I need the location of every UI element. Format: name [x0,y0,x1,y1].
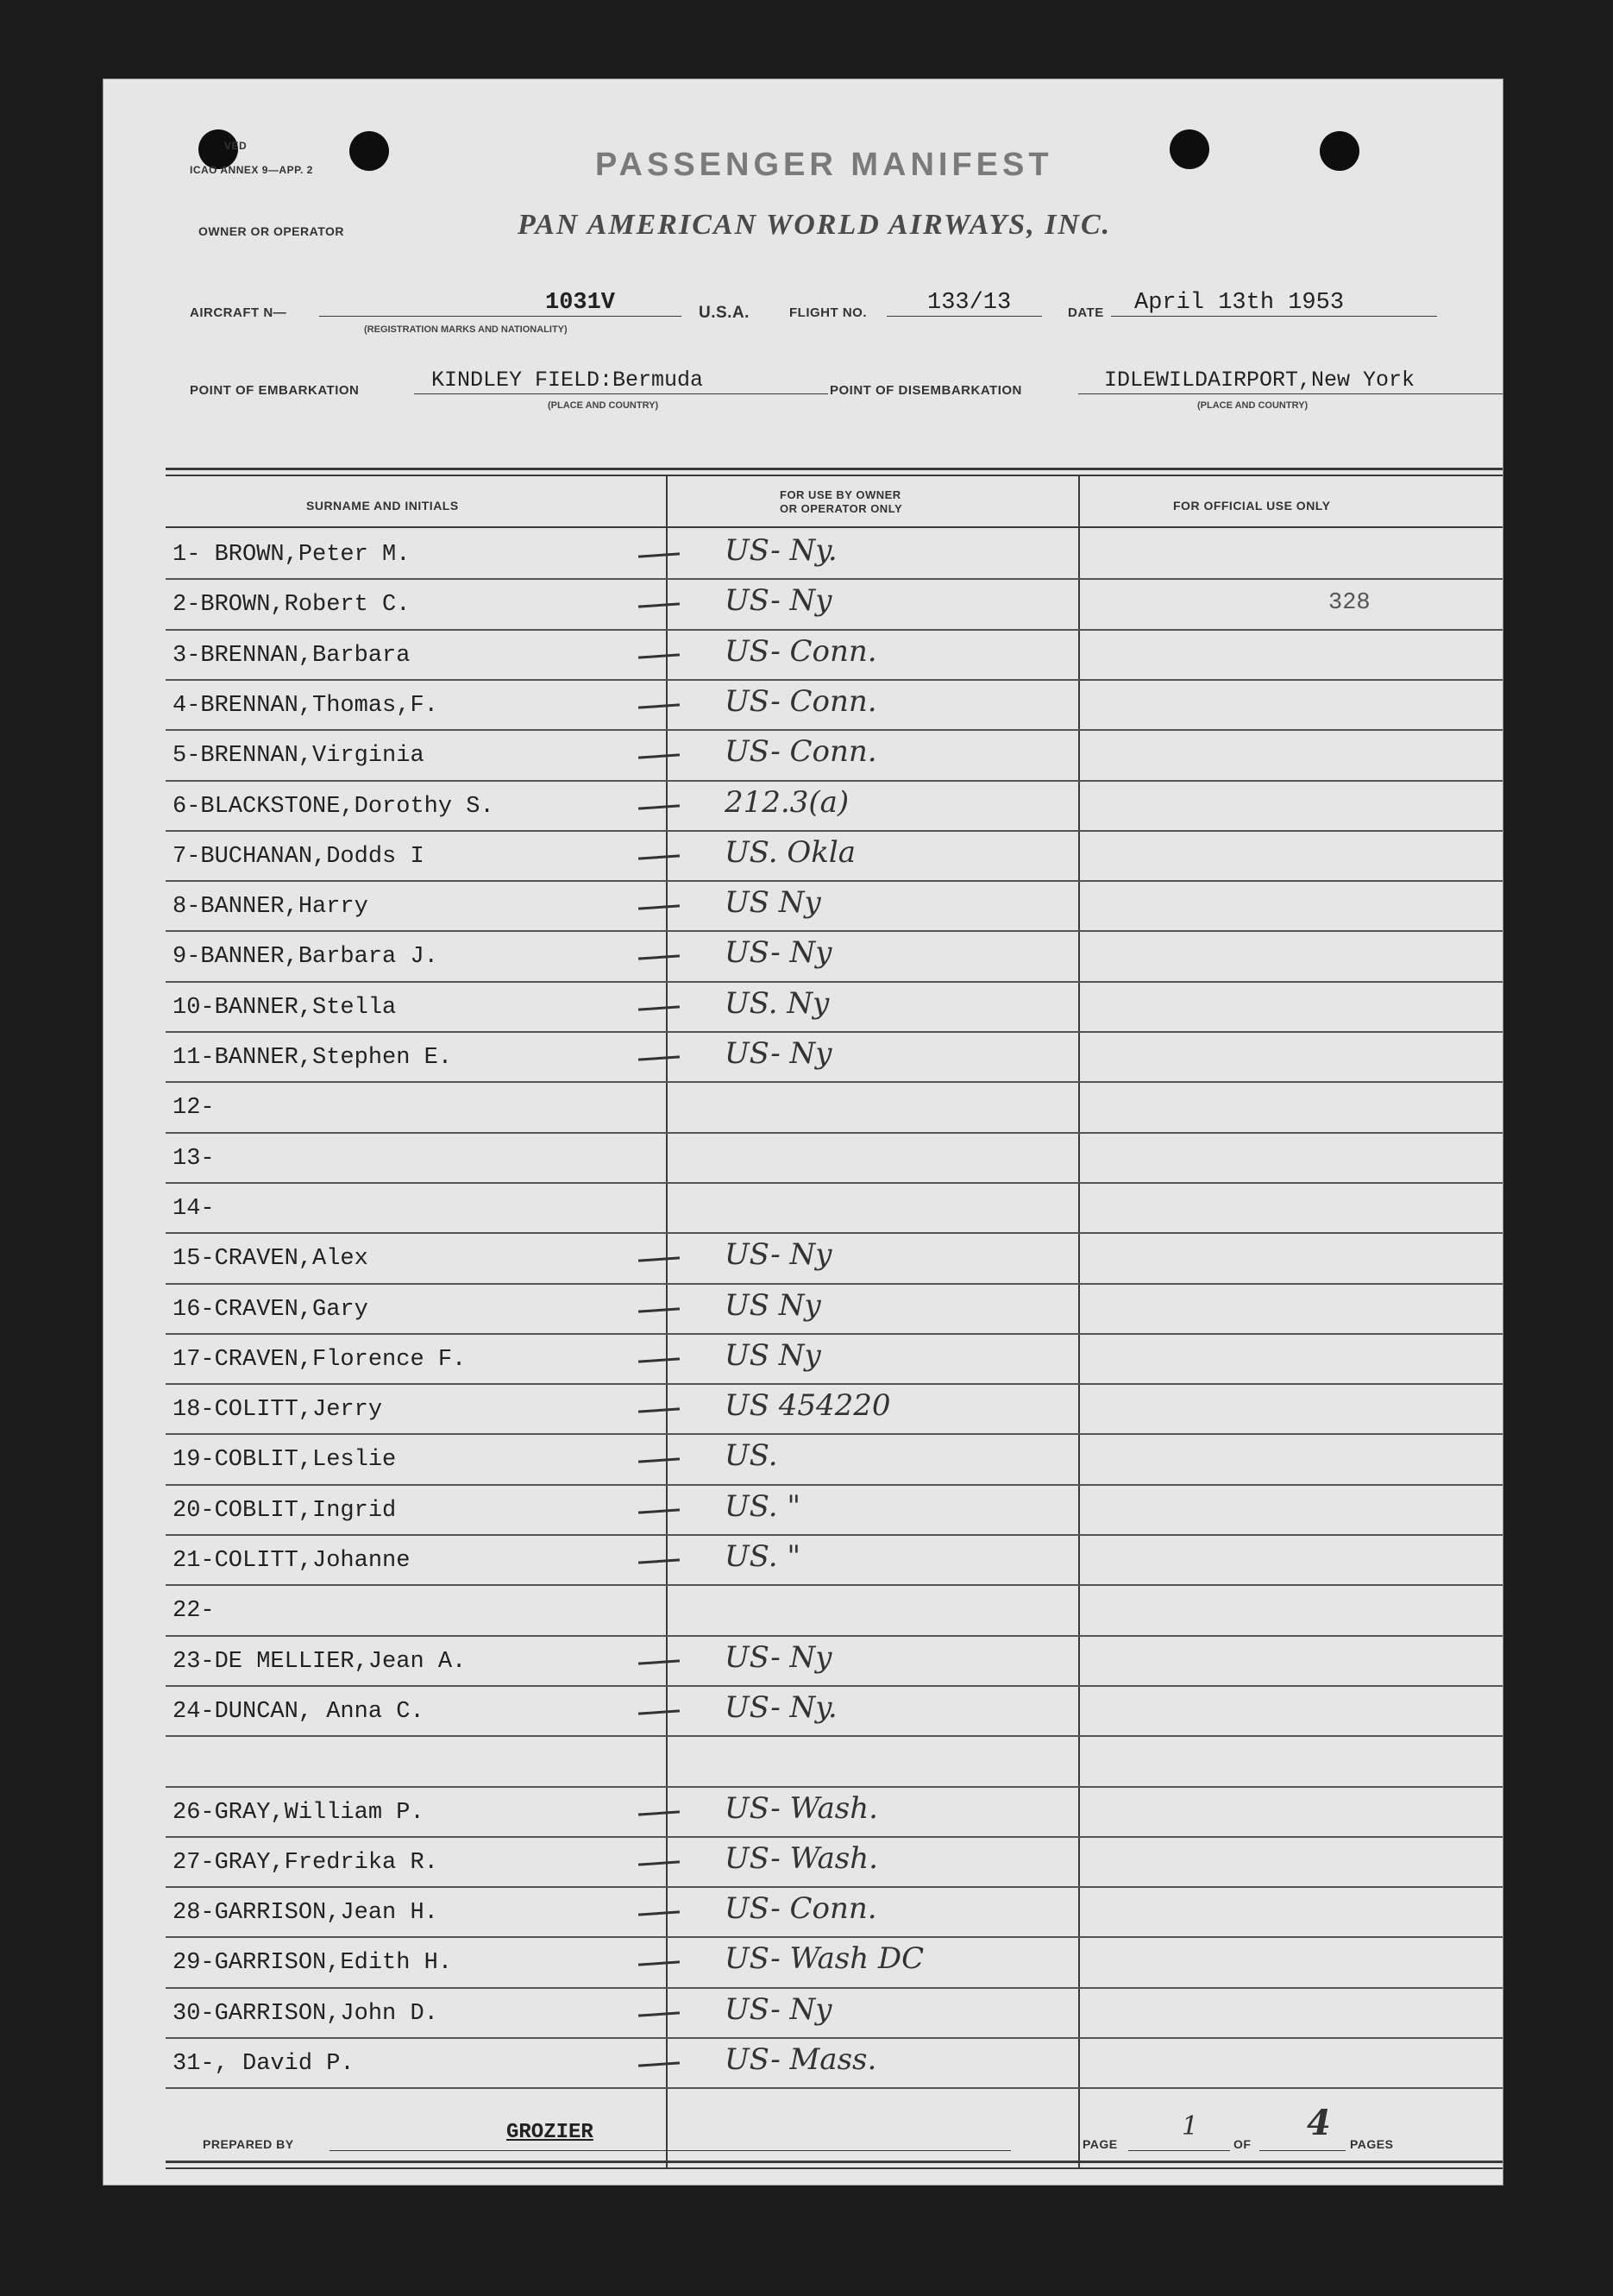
pages-label: PAGES [1350,2137,1394,2151]
passenger-name: 27-GRAY,Fredrika R. [173,1849,438,1876]
tick-mark [638,1407,680,1412]
row-rule [166,830,1503,832]
citizenship-note: US- Wash. [725,1840,878,1876]
row-rule [166,1031,1503,1033]
row-rule [166,1232,1503,1234]
citizenship-note: US- Ny [725,1237,832,1273]
row-rule [166,1534,1503,1536]
row-rule [166,1333,1503,1335]
registration-note: (REGISTRATION MARKS AND NATIONALITY) [364,324,568,335]
citizenship-note: US Ny [725,885,821,921]
row-rule [166,578,1503,580]
citizenship-note: US. " [725,1488,800,1524]
page-underline [1128,2150,1230,2151]
passenger-name: 17-CRAVEN,Florence F. [173,1346,467,1373]
surname-column-header: SURNAME AND INITIALS [306,499,459,513]
citizenship-note: US- Ny [725,1991,832,2027]
passenger-name: 19-COBLIT,Leslie [173,1447,397,1474]
aircraft-label: AIRCRAFT N— [190,305,287,320]
page-number: 1 [1182,2111,1199,2142]
embarkation-underline [414,393,828,394]
passenger-name: 14- [173,1195,215,1222]
passenger-name: 3-BRENNAN,Barbara [173,642,411,669]
punch-hole [349,131,389,171]
passenger-name: 9-BANNER,Barbara J. [173,944,438,971]
row-rule [166,2037,1503,2039]
aircraft-value: 1031V [545,290,616,316]
citizenship-note: 212.3(a) [725,784,850,820]
annex-line-1: VED [224,140,248,152]
passenger-name: 12- [173,1095,215,1122]
total-pages: 4 [1307,2103,1331,2143]
row-rule [166,1685,1503,1687]
passenger-name: 13- [173,1145,215,1172]
tick-mark [638,1810,680,1815]
table-bottom-rule-2 [166,2167,1503,2169]
tick-mark [638,552,680,557]
date-value: April 13th 1953 [1134,290,1345,316]
passenger-name: 18-COLITT,Jerry [173,1397,383,1424]
tick-mark [638,1458,680,1463]
citizenship-note: US- Conn. [725,633,877,669]
passenger-name: 6-BLACKSTONE,Dorothy S. [173,793,494,820]
citizenship-note: US- Mass. [725,2042,877,2077]
official-entry: 328 [1328,590,1371,617]
passenger-name: 21-COLITT,Johanne [173,1548,411,1574]
passenger-name: 20-COBLIT,Ingrid [173,1497,397,1524]
flight-label: FLIGHT NO. [789,305,867,320]
citizenship-note: US Ny [725,1287,821,1323]
tick-mark [638,754,680,759]
row-rule [166,1584,1503,1586]
page-label: PAGE [1083,2137,1118,2151]
tick-mark [638,703,680,708]
citizenship-note: US. [725,1438,778,1474]
citizenship-note: US- Ny [725,1036,832,1071]
manifest-sheet [104,79,1503,2185]
tick-mark [638,2061,680,2066]
owner-operator-label: OWNER OR OPERATOR [198,224,344,238]
surname-correction: GROZIER [506,2121,593,2144]
row-rule [166,1735,1503,1737]
row-rule [166,1132,1503,1134]
citizenship-note: US. Ny [725,985,830,1021]
page-title: PASSENGER MANIFEST [595,147,1053,183]
passenger-name: 11-BANNER,Stephen E. [173,1045,453,1071]
of-underline [1259,2150,1346,2151]
citizenship-note: US- Wash DC [725,1941,925,1977]
row-rule [166,1433,1503,1435]
row-rule [166,2087,1503,2089]
passenger-name: 10-BANNER,Stella [173,994,397,1021]
passenger-name: 4-BRENNAN,Thomas,F. [173,692,438,719]
tick-mark [638,1709,680,1714]
citizenship-note: US- Ny [725,1639,832,1675]
passenger-name: 31-, David P. [173,2051,355,2077]
flight-underline [887,316,1042,317]
passenger-name: 24-DUNCAN, Anna C. [173,1698,424,1725]
prepared-by-label: PREPARED BY [203,2137,294,2151]
row-rule [166,1886,1503,1888]
tick-mark [638,1910,680,1915]
tick-mark [638,1860,680,1865]
row-rule [166,679,1503,681]
row-rule [166,1283,1503,1285]
passenger-name: 29-GARRISON,Edith H. [173,1950,453,1977]
tick-mark [638,1005,680,1010]
citizenship-note: US- Conn. [725,1891,877,1927]
flight-value: 133/13 [927,290,1012,316]
passenger-name: 26-GRAY,William P. [173,1799,424,1826]
table-top-rule-2 [166,475,1503,476]
tick-mark [638,1055,680,1060]
tick-mark [638,1659,680,1664]
aircraft-underline [319,316,681,317]
owner-column-header-2: OR OPERATOR ONLY [780,502,903,515]
row-rule [166,1484,1503,1486]
row-rule [166,930,1503,932]
punch-hole [1320,131,1359,171]
passenger-name: 8-BANNER,Harry [173,894,368,921]
disembarkation-value: IDLEWILDAIRPORT,New York [1104,368,1415,393]
passenger-name: 5-BRENNAN,Virginia [173,743,424,770]
prepared-by-underline [330,2150,1011,2151]
tick-mark [638,1257,680,1262]
row-rule [166,1786,1503,1788]
tick-mark [638,1508,680,1513]
tick-mark [638,1307,680,1312]
punch-hole [1170,129,1209,169]
table-bottom-rule [166,2161,1503,2163]
tick-mark [638,1357,680,1362]
row-rule [166,1936,1503,1938]
tick-mark [638,2011,680,2016]
tick-mark [638,804,680,809]
tick-mark [638,1558,680,1563]
date-underline [1111,316,1437,317]
passenger-name: 22- [173,1598,215,1625]
row-rule [166,1987,1503,1989]
disembarkation-underline [1078,393,1503,394]
citizenship-note: US- Ny [725,935,832,971]
passenger-name: 30-GARRISON,John D. [173,2000,438,2027]
usa-label: U.S.A. [699,304,750,322]
owner-column-header-1: FOR USE BY OWNER [780,488,901,501]
annex-line-2: ICAO ANNEX 9—APP. 2 [190,164,313,176]
passenger-name: 1- BROWN,Peter M. [173,542,411,568]
date-label: DATE [1068,305,1104,320]
disembarkation-label: POINT OF DISEMBARKATION [830,383,1022,398]
row-rule [166,880,1503,882]
of-label: OF [1233,2137,1252,2151]
row-rule [166,1182,1503,1184]
citizenship-note: US- Conn. [725,683,877,719]
embarkation-label: POINT OF EMBARKATION [190,383,360,398]
passenger-name: 7-BUCHANAN,Dodds I [173,843,424,870]
tick-mark [638,1961,680,1966]
passenger-name: 23-DE MELLIER,Jean A. [173,1648,467,1675]
embarkation-value: KINDLEY FIELD:Bermuda [431,368,704,393]
citizenship-note: US. Okla [725,834,856,870]
place-note-embarkation: (PLACE AND COUNTRY) [548,400,659,411]
passenger-name: 16-CRAVEN,Gary [173,1296,368,1323]
row-rule [166,1383,1503,1385]
header-bottom-rule [166,526,1503,528]
place-note-disembarkation: (PLACE AND COUNTRY) [1197,400,1309,411]
row-rule [166,1635,1503,1637]
tick-mark [638,653,680,658]
citizenship-note: US- Ny [725,583,832,619]
citizenship-note: US 454220 [725,1388,891,1424]
row-rule [166,1081,1503,1083]
tick-mark [638,904,680,909]
citizenship-note: US- Conn. [725,734,877,770]
company-name: PAN AMERICAN WORLD AIRWAYS, INC. [518,209,1112,241]
row-rule [166,1836,1503,1838]
citizenship-note: US- Ny. [725,533,838,568]
citizenship-note: US. " [725,1539,800,1574]
tick-mark [638,854,680,859]
official-column-header: FOR OFFICIAL USE ONLY [1173,499,1331,513]
passenger-name: 28-GARRISON,Jean H. [173,1900,438,1927]
row-rule [166,981,1503,983]
tick-mark [638,955,680,960]
citizenship-note: US Ny [725,1337,821,1373]
row-rule [166,780,1503,782]
row-rule [166,629,1503,631]
passenger-name: 15-CRAVEN,Alex [173,1246,368,1273]
table-top-rule [166,468,1503,470]
citizenship-note: US- Ny. [725,1689,838,1725]
row-rule [166,729,1503,731]
tick-mark [638,603,680,608]
citizenship-note: US- Wash. [725,1790,878,1826]
passenger-name: 2-BROWN,Robert C. [173,592,411,619]
